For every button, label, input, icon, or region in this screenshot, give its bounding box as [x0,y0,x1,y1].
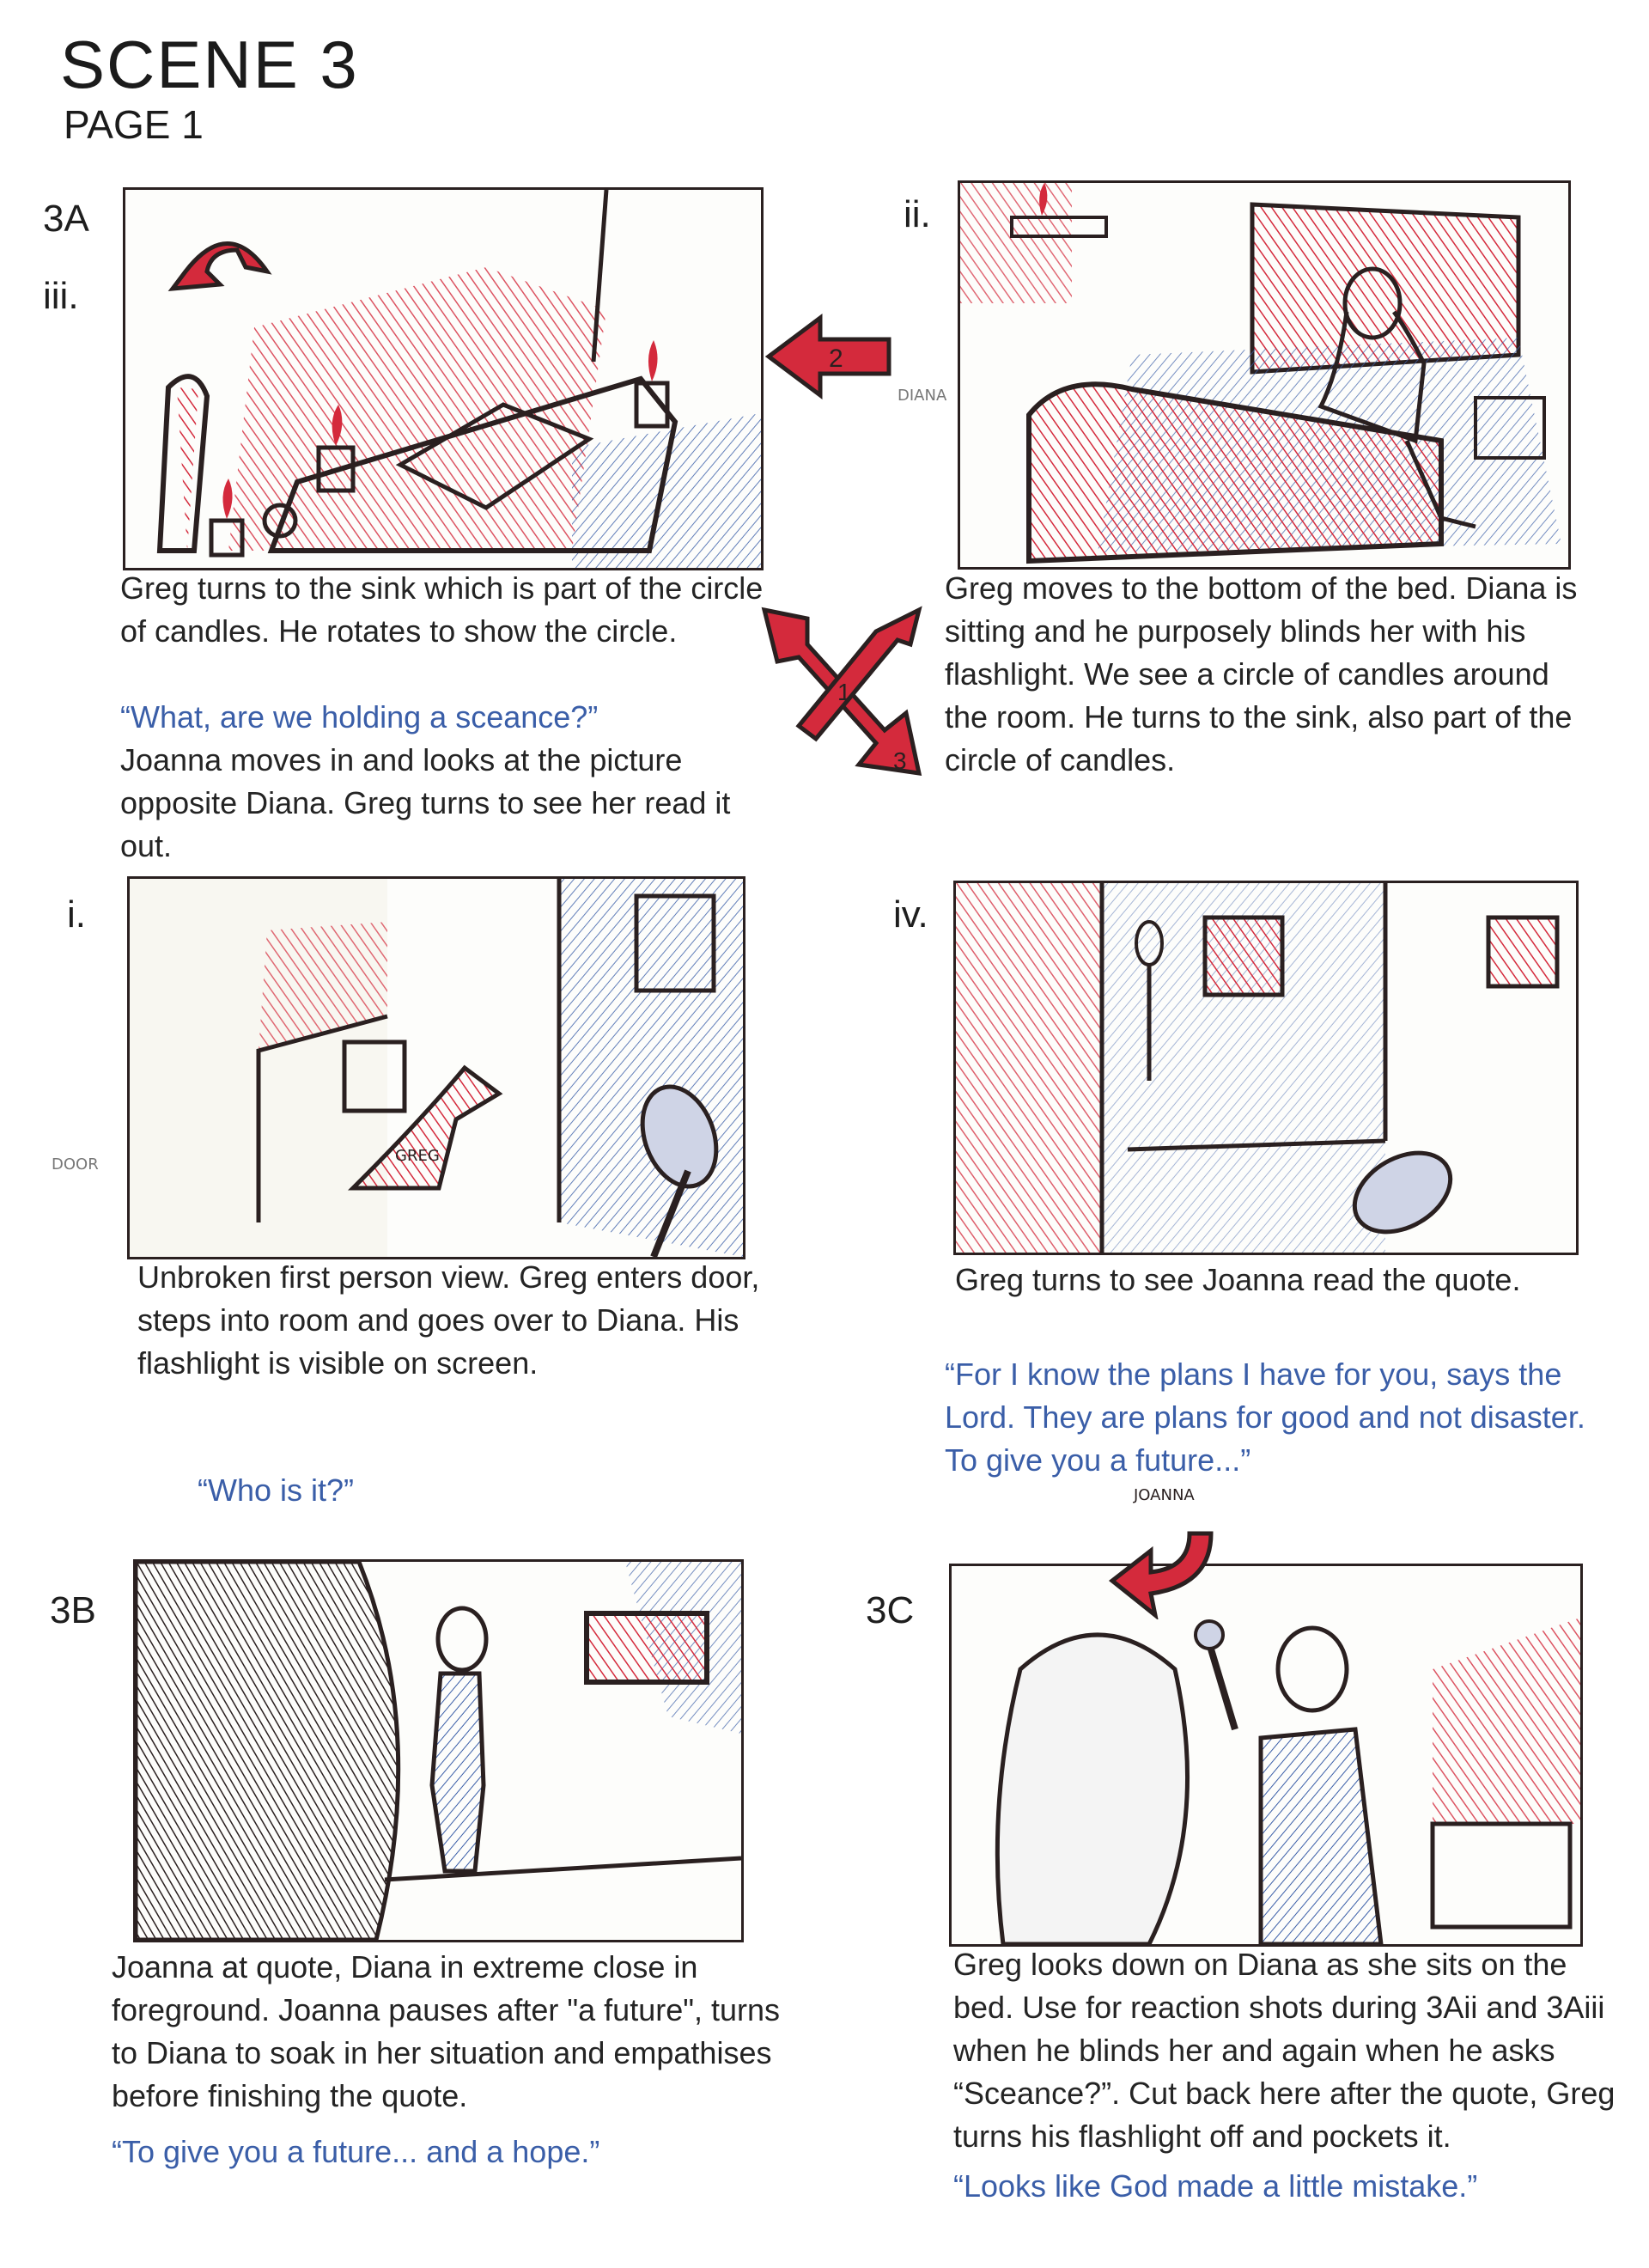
panel-label-iii: iii. [43,275,79,317]
panel-iii-sketch [123,187,764,570]
panel-i-description: Unbroken first person view. Greg enters door, steps into room and goes over to Diana. His flashlight is visible on screen. [137,1259,760,1381]
panel-iv-description: Greg turns to see Joanna read the quote. [955,1262,1521,1297]
joanna-pointer-arrow-icon [1108,1499,1220,1619]
panel-3c-dialogue: “Looks like God made a little mistake.” [953,2168,1478,2204]
panel-iii-description-2: Joanna moves in and looks at the picture opposite Diana. Greg turns to see her read it out. [120,742,731,863]
door-sketch-note: DOOR [52,1155,99,1174]
diana-sketch-note: DIANA [898,387,947,405]
joanna-diana-closeup-drawing [136,1562,741,1940]
page-number: PAGE 1 [64,102,204,147]
panel-3b-dialogue: “To give you a future... and a hope.” [112,2134,600,2169]
joanna-at-picture-drawing [956,883,1576,1253]
panel-label-iv: iv. [893,893,928,936]
panel-label-3a: 3A [43,198,89,240]
panel-iii-dialogue: “What, are we holding a sceance?” [120,699,599,735]
scene-title: SCENE 3 [60,27,359,102]
panel-3c-description: Greg looks down on Diana as she sits on the bed. Use for reaction shots during 3Aii and 3Aiii when he blinds her and again when he asks “Sceance?”. Cut back here after the quote, Greg turns his flashlight off and pockets it. [953,1947,1616,2154]
panel-3b-description: Joanna at quote, Diana in extreme close in foreground. Joanna pauses after "a future", turns to Diana to soak in her situation and empathises before finishing the quote. [112,1949,781,2113]
panel-i-sketch [127,876,745,1259]
doorway-first-person-drawing [130,879,743,1257]
joanna-sketch-note: JOANNA [1134,1486,1195,1504]
panel-iii-description: Greg turns to the sink which is part of the circle of candles. He rotates to show the circle. [120,570,764,649]
panel-label-i: i. [67,893,86,936]
panel-ii-sketch [958,180,1571,570]
panel-i-dialogue: “Who is it?” [198,1472,355,1508]
panel-label-3c: 3C [866,1589,915,1631]
panel-label-3b: 3B [50,1589,96,1631]
greg-sketch-note: GREG [395,1147,440,1165]
panel-iv-dialogue: “For I know the plans I have for you, says the Lord. They are plans for good and not disaster. To give you a future...” [945,1357,1585,1478]
arrow-1-number: 1 [837,679,851,705]
arrow-2-left-icon [760,309,898,404]
arrow-2-number: 2 [829,344,843,373]
panel-3c-sketch [949,1564,1583,1947]
greg-looks-down-drawing [952,1566,1580,1944]
arrow-3-number: 3 [893,747,907,774]
panel-3b-sketch [133,1559,744,1942]
panel-label-ii: ii. [904,193,931,235]
diana-on-bed-drawing [960,183,1568,567]
panel-iv-sketch [953,881,1579,1255]
sink-candles-drawing [125,190,761,568]
panel-ii-description: Greg moves to the bottom of the bed. Diana is sitting and he purposely blinds her with his flashlight. We see a circle of candles around the room. He turns to the sink, also part of the circle of candles. [945,570,1578,777]
